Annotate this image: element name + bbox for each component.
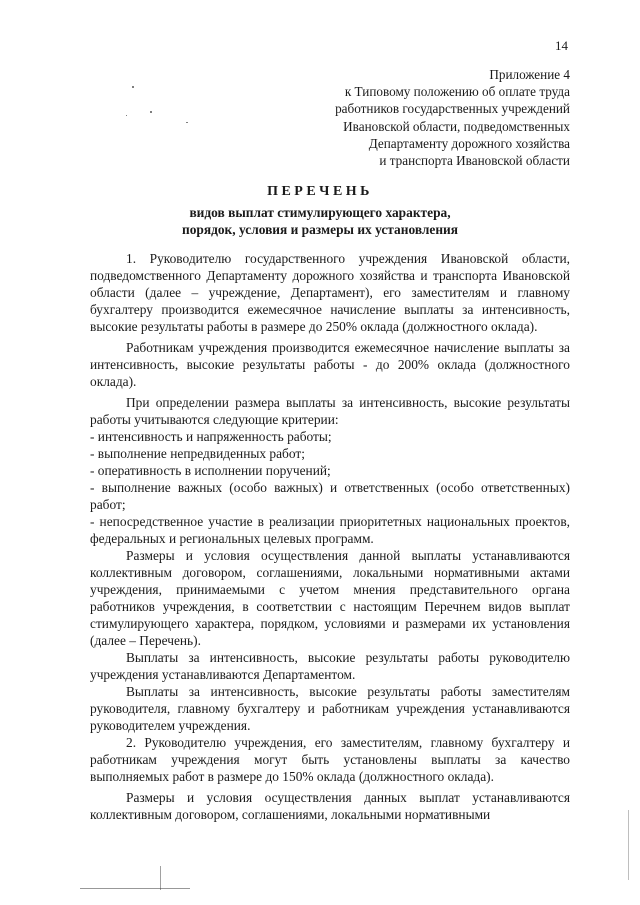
appendix-line: Приложение 4 [489, 67, 570, 82]
criteria-item: - непосредственное участие в реализации приоритетных национальных проектов, федеральных и региональных целевых программ. [90, 514, 570, 546]
paragraph-4: Размеры и условия осуществления данной выплаты устанавливаются коллективным договором, соглашениями, локальными нормативными актами учреждения, принимаемыми с учетом мнения представительного органа работников учреждения, в соответствии с настоящим Перечнем видов выплат стимулирующего характера, порядком, условиями и размерами их установления (далее – Перечень). [90, 548, 570, 648]
criteria-item: - оперативность в исполнении поручений; [90, 463, 331, 478]
scan-speck [126, 115, 127, 116]
paragraph-3: При определении размера выплаты за интенсивность, высокие результаты работы учитываются следующие критерии: [90, 395, 570, 427]
paragraph-1: 1. Руководителю государственного учреждения Ивановской области, подведомственного Департаменту дорожного хозяйства и транспорта Ивановской области (далее – учреждение, Департамент), его заместителям и главному бухгалтеру производится ежемесячное начисление выплаты за интенсивность, высокие результаты работы в размере до 250% оклада (должностного оклада). [90, 251, 570, 334]
appendix-line: Ивановской области, подведомственных [343, 118, 570, 134]
scan-line [80, 888, 190, 889]
scan-speck [132, 86, 134, 88]
criteria-item: - выполнение важных (особо важных) и ответственных (особо ответственных) работ; [90, 480, 570, 512]
page-number: 14 [555, 38, 568, 53]
document-subtitle [0, 204, 640, 238]
criteria-item: - выполнение непредвиденных работ; [90, 446, 305, 461]
subtitle-line: видов выплат стимулирующего характера, [189, 205, 451, 220]
scan-line [160, 866, 161, 890]
appendix-line: работников государственных учреждений [335, 101, 570, 117]
document-body [90, 250, 570, 823]
appendix-line: Департаменту дорожного хозяйства [368, 135, 570, 151]
paragraph-6: Выплаты за интенсивность, высокие результаты работы заместителям руководителя, главному бухгалтеру и работникам учреждения устанавливаются руководителем учреждения. [90, 684, 570, 733]
document-title: ПЕРЕЧЕНЬ [267, 184, 373, 199]
appendix-line: к Типовому положению об оплате труда [344, 84, 570, 100]
paragraph-7: 2. Руководителю учреждения, его заместителям, главному бухгалтеру и работникам учреждения могут быть установлены выплаты за качество выполняемых работ в размере до 150% оклада (должностного оклада). [90, 735, 570, 784]
paragraph-2: Работникам учреждения производится ежемесячное начисление выплаты за интенсивность, высокие результаты работы - до 200% оклада (должностного оклада). [90, 340, 570, 389]
appendix-line: и транспорта Ивановской области [379, 153, 570, 169]
scan-speck [150, 111, 152, 113]
scan-line [628, 810, 629, 880]
paragraph-8: Размеры и условия осуществления данных выплат устанавливаются коллективным договором, соглашениями, локальными нормативными [90, 790, 570, 822]
appendix-header [250, 66, 570, 169]
scan-speck [186, 122, 188, 123]
paragraph-5: Выплаты за интенсивность, высокие результаты работы руководителю учреждения устанавливаются Департаментом. [90, 650, 570, 682]
criteria-item: - интенсивность и напряженность работы; [90, 429, 332, 444]
subtitle-line: порядок, условия и размеры их установления [181, 222, 459, 237]
